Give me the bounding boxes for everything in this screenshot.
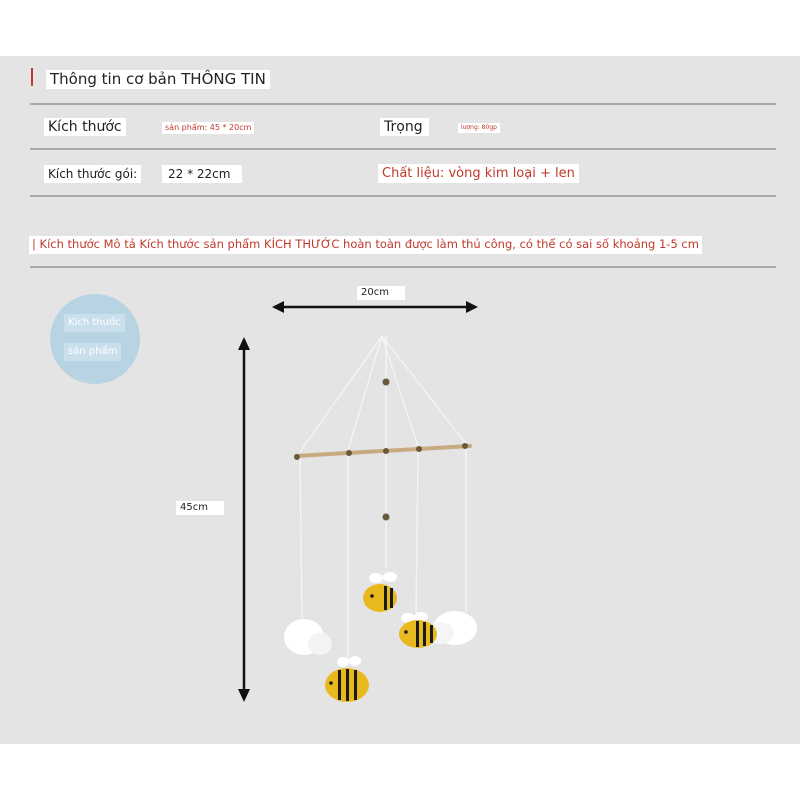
bee-bottom [325,656,369,702]
width-label: 20cm [357,286,405,300]
size-label: Kích thước [44,118,126,136]
height-arrow [238,337,250,702]
badge-line-2: sản phẩm [64,343,121,361]
material-text: Chất liệu: vòng kim loại + len [378,164,579,183]
width-arrow [272,301,478,313]
package-value: 22 * 22cm [162,165,242,183]
description-text: | Kích thước Mô tả Kích thước sản phẩm KÍCH THƯỚC hoàn toàn được làm thủ công, có thể có sai số khoảng 1-5 cm [29,236,702,254]
header-title: Thông tin cơ bản THÔNG TIN [46,70,270,89]
package-label: Kích thước gói: [44,165,141,183]
size-value: sản phẩm: 45 * 20cm [162,122,254,134]
weight-value: lượng: 80gp [458,123,500,133]
bee-middle [399,612,437,648]
cloud-left [284,619,332,655]
badge-line-1: Kích thước [64,314,125,332]
height-label: 45cm [176,501,224,515]
bee-top [363,572,397,612]
weight-label: Trọng [380,118,429,136]
